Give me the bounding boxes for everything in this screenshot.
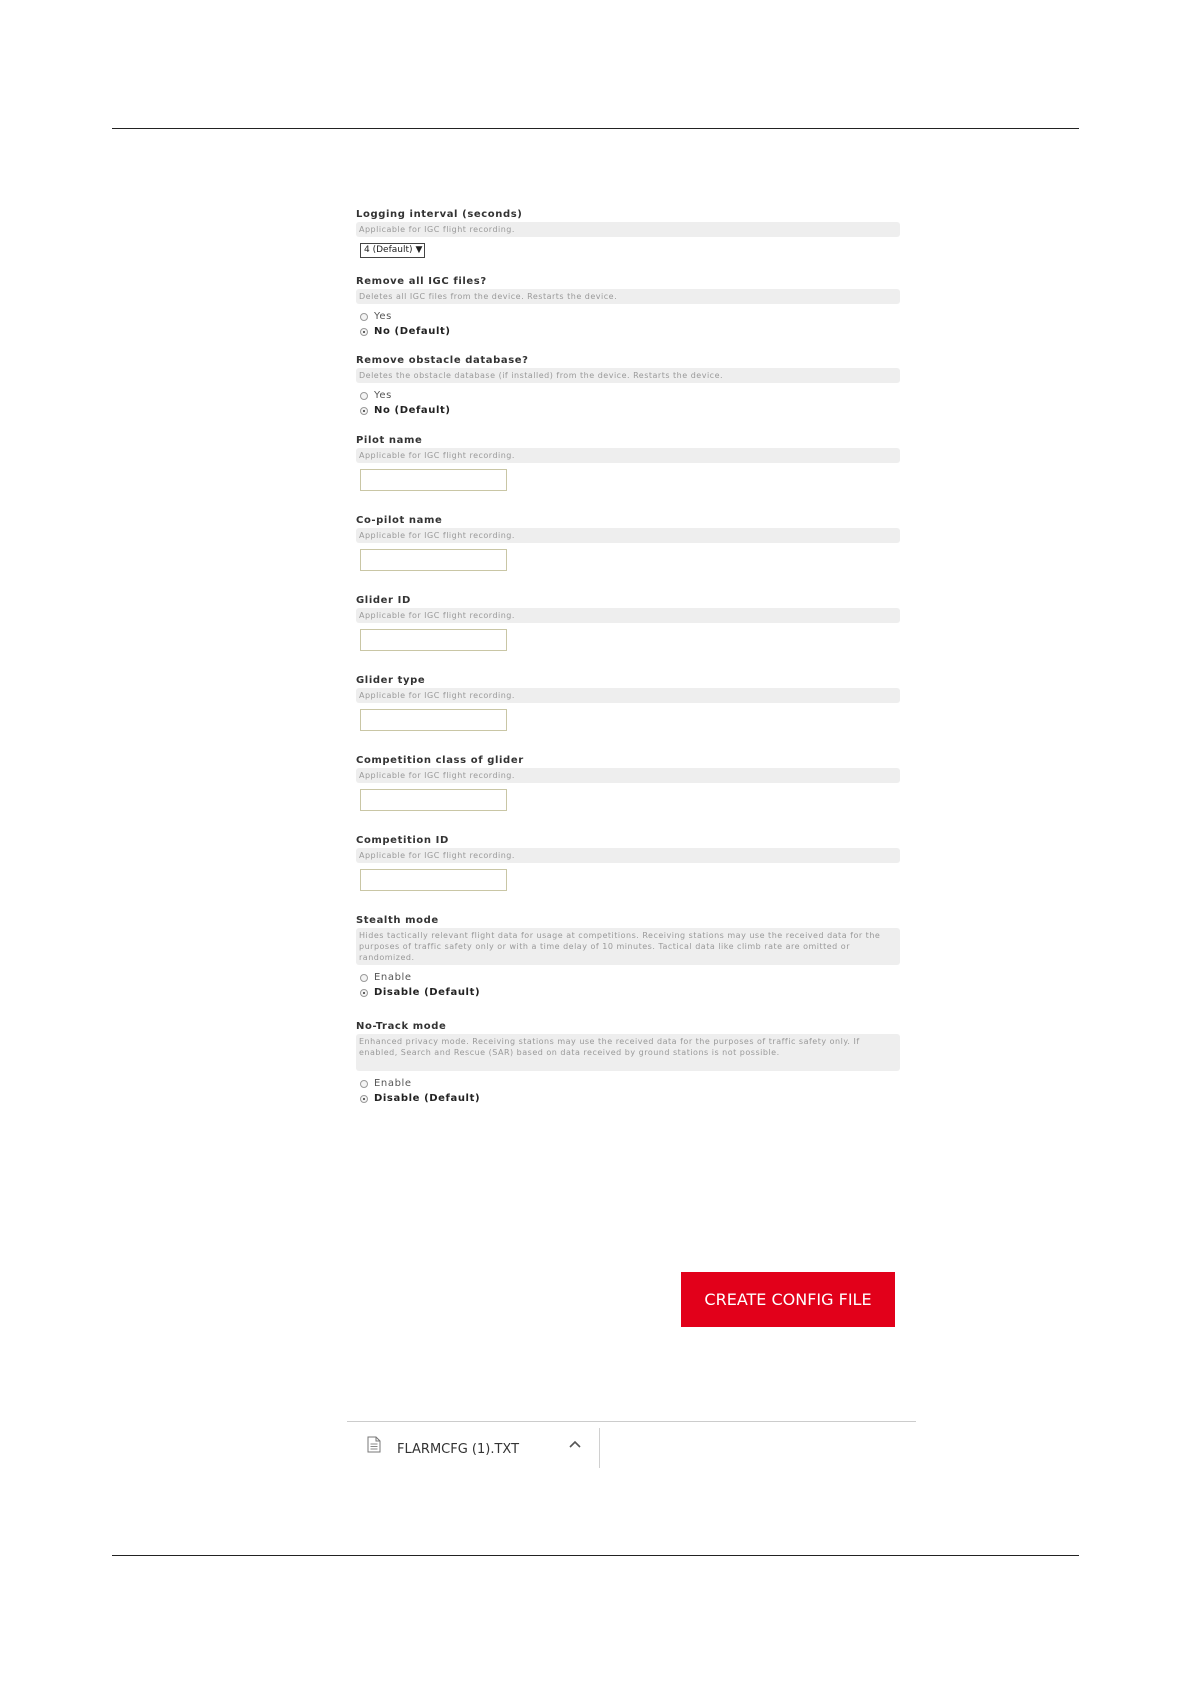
- file-icon: [367, 1436, 381, 1453]
- radio-label: No (Default): [374, 326, 451, 337]
- download-bar: [347, 1421, 916, 1470]
- remove-obstacle-no-radio[interactable]: [356, 403, 900, 418]
- radio-label: Yes: [374, 390, 392, 401]
- setting-description: Applicable for IGC flight recording.: [356, 608, 900, 623]
- radio-label: No (Default): [374, 405, 451, 416]
- remove-obstacle-setting: [356, 354, 900, 417]
- setting-label: Stealth mode: [356, 915, 439, 926]
- setting-label: Co-pilot name: [356, 515, 443, 526]
- glider-type-setting: [356, 674, 900, 754]
- remove-igc-no-radio[interactable]: [356, 324, 900, 339]
- setting-label: No-Track mode: [356, 1021, 447, 1032]
- setting-label: Glider ID: [356, 595, 411, 606]
- pilot-name-setting: [356, 434, 900, 514]
- radio-button[interactable]: [360, 989, 368, 997]
- setting-description: Deletes all IGC files from the device. Restarts the device.: [356, 289, 900, 304]
- logging-interval-setting: [356, 208, 900, 260]
- setting-description: Deletes the obstacle database (if installed) from the device. Restarts the device.: [356, 368, 900, 383]
- download-filename[interactable]: FLARMCFG (1).TXT: [397, 1442, 520, 1457]
- select-value: 4 (Default): [364, 245, 413, 255]
- competition-class-input[interactable]: [360, 789, 507, 811]
- config-form: [356, 208, 900, 1110]
- download-separator: [599, 1428, 600, 1468]
- setting-label: Remove obstacle database?: [356, 355, 529, 366]
- setting-label: Pilot name: [356, 435, 423, 446]
- stealth-enable-radio[interactable]: [356, 970, 900, 985]
- radio-button[interactable]: [360, 974, 368, 982]
- notrack-enable-radio[interactable]: [356, 1076, 900, 1091]
- create-config-file-button[interactable]: CREATE CONFIG FILE: [681, 1272, 895, 1327]
- setting-description: Applicable for IGC flight recording.: [356, 222, 900, 237]
- competition-class-setting: [356, 754, 900, 834]
- radio-label: Enable: [374, 1078, 412, 1089]
- bottom-rule: [112, 1555, 1079, 1556]
- setting-description: Applicable for IGC flight recording.: [356, 448, 900, 463]
- radio-button[interactable]: [360, 328, 368, 336]
- radio-label: Disable (Default): [374, 1093, 481, 1104]
- glider-id-setting: [356, 594, 900, 674]
- radio-label: Yes: [374, 311, 392, 322]
- setting-description: Hides tactically relevant flight data for usage at competitions. Receiving stations may use the received data for the purposes of traffic safety only or with a time delay of 10 minutes. Tactical data like climb rate are omitted or randomized.: [356, 928, 900, 965]
- radio-button[interactable]: [360, 407, 368, 415]
- radio-label: Disable (Default): [374, 987, 481, 998]
- stealth-mode-setting: [356, 914, 900, 1020]
- radio-button[interactable]: [360, 1095, 368, 1103]
- competition-id-setting: [356, 834, 900, 914]
- competition-id-input[interactable]: [360, 869, 507, 891]
- setting-description: Applicable for IGC flight recording.: [356, 848, 900, 863]
- radio-label: Enable: [374, 972, 412, 983]
- pilot-name-input[interactable]: [360, 469, 507, 491]
- copilot-name-input[interactable]: [360, 549, 507, 571]
- setting-label: Remove all IGC files?: [356, 276, 487, 287]
- setting-description: Enhanced privacy mode. Receiving stations may use the received data for the purposes of traffic safety only. If enabled, Search and Rescue (SAR) based on data received by ground stations is not possible.: [356, 1034, 900, 1071]
- setting-description: Applicable for IGC flight recording.: [356, 768, 900, 783]
- remove-igc-yes-radio[interactable]: [356, 309, 900, 324]
- top-rule: [112, 128, 1079, 129]
- notrack-disable-radio[interactable]: [356, 1091, 900, 1106]
- copilot-name-setting: [356, 514, 900, 594]
- setting-label: Competition ID: [356, 835, 449, 846]
- logging-interval-select[interactable]: [360, 243, 425, 258]
- chevron-up-icon[interactable]: [568, 1439, 582, 1449]
- radio-button[interactable]: [360, 1080, 368, 1088]
- setting-description: Applicable for IGC flight recording.: [356, 528, 900, 543]
- radio-button[interactable]: [360, 313, 368, 321]
- remove-obstacle-yes-radio[interactable]: [356, 388, 900, 403]
- glider-type-input[interactable]: [360, 709, 507, 731]
- stealth-disable-radio[interactable]: [356, 985, 900, 1000]
- setting-label: Glider type: [356, 675, 426, 686]
- setting-description: Applicable for IGC flight recording.: [356, 688, 900, 703]
- radio-button[interactable]: [360, 392, 368, 400]
- dropdown-arrow-icon: ▼: [415, 245, 423, 255]
- remove-igc-setting: [356, 275, 900, 338]
- setting-label: Competition class of glider: [356, 755, 524, 766]
- setting-label: Logging interval (seconds): [356, 209, 523, 220]
- glider-id-input[interactable]: [360, 629, 507, 651]
- notrack-mode-setting: [356, 1020, 900, 1110]
